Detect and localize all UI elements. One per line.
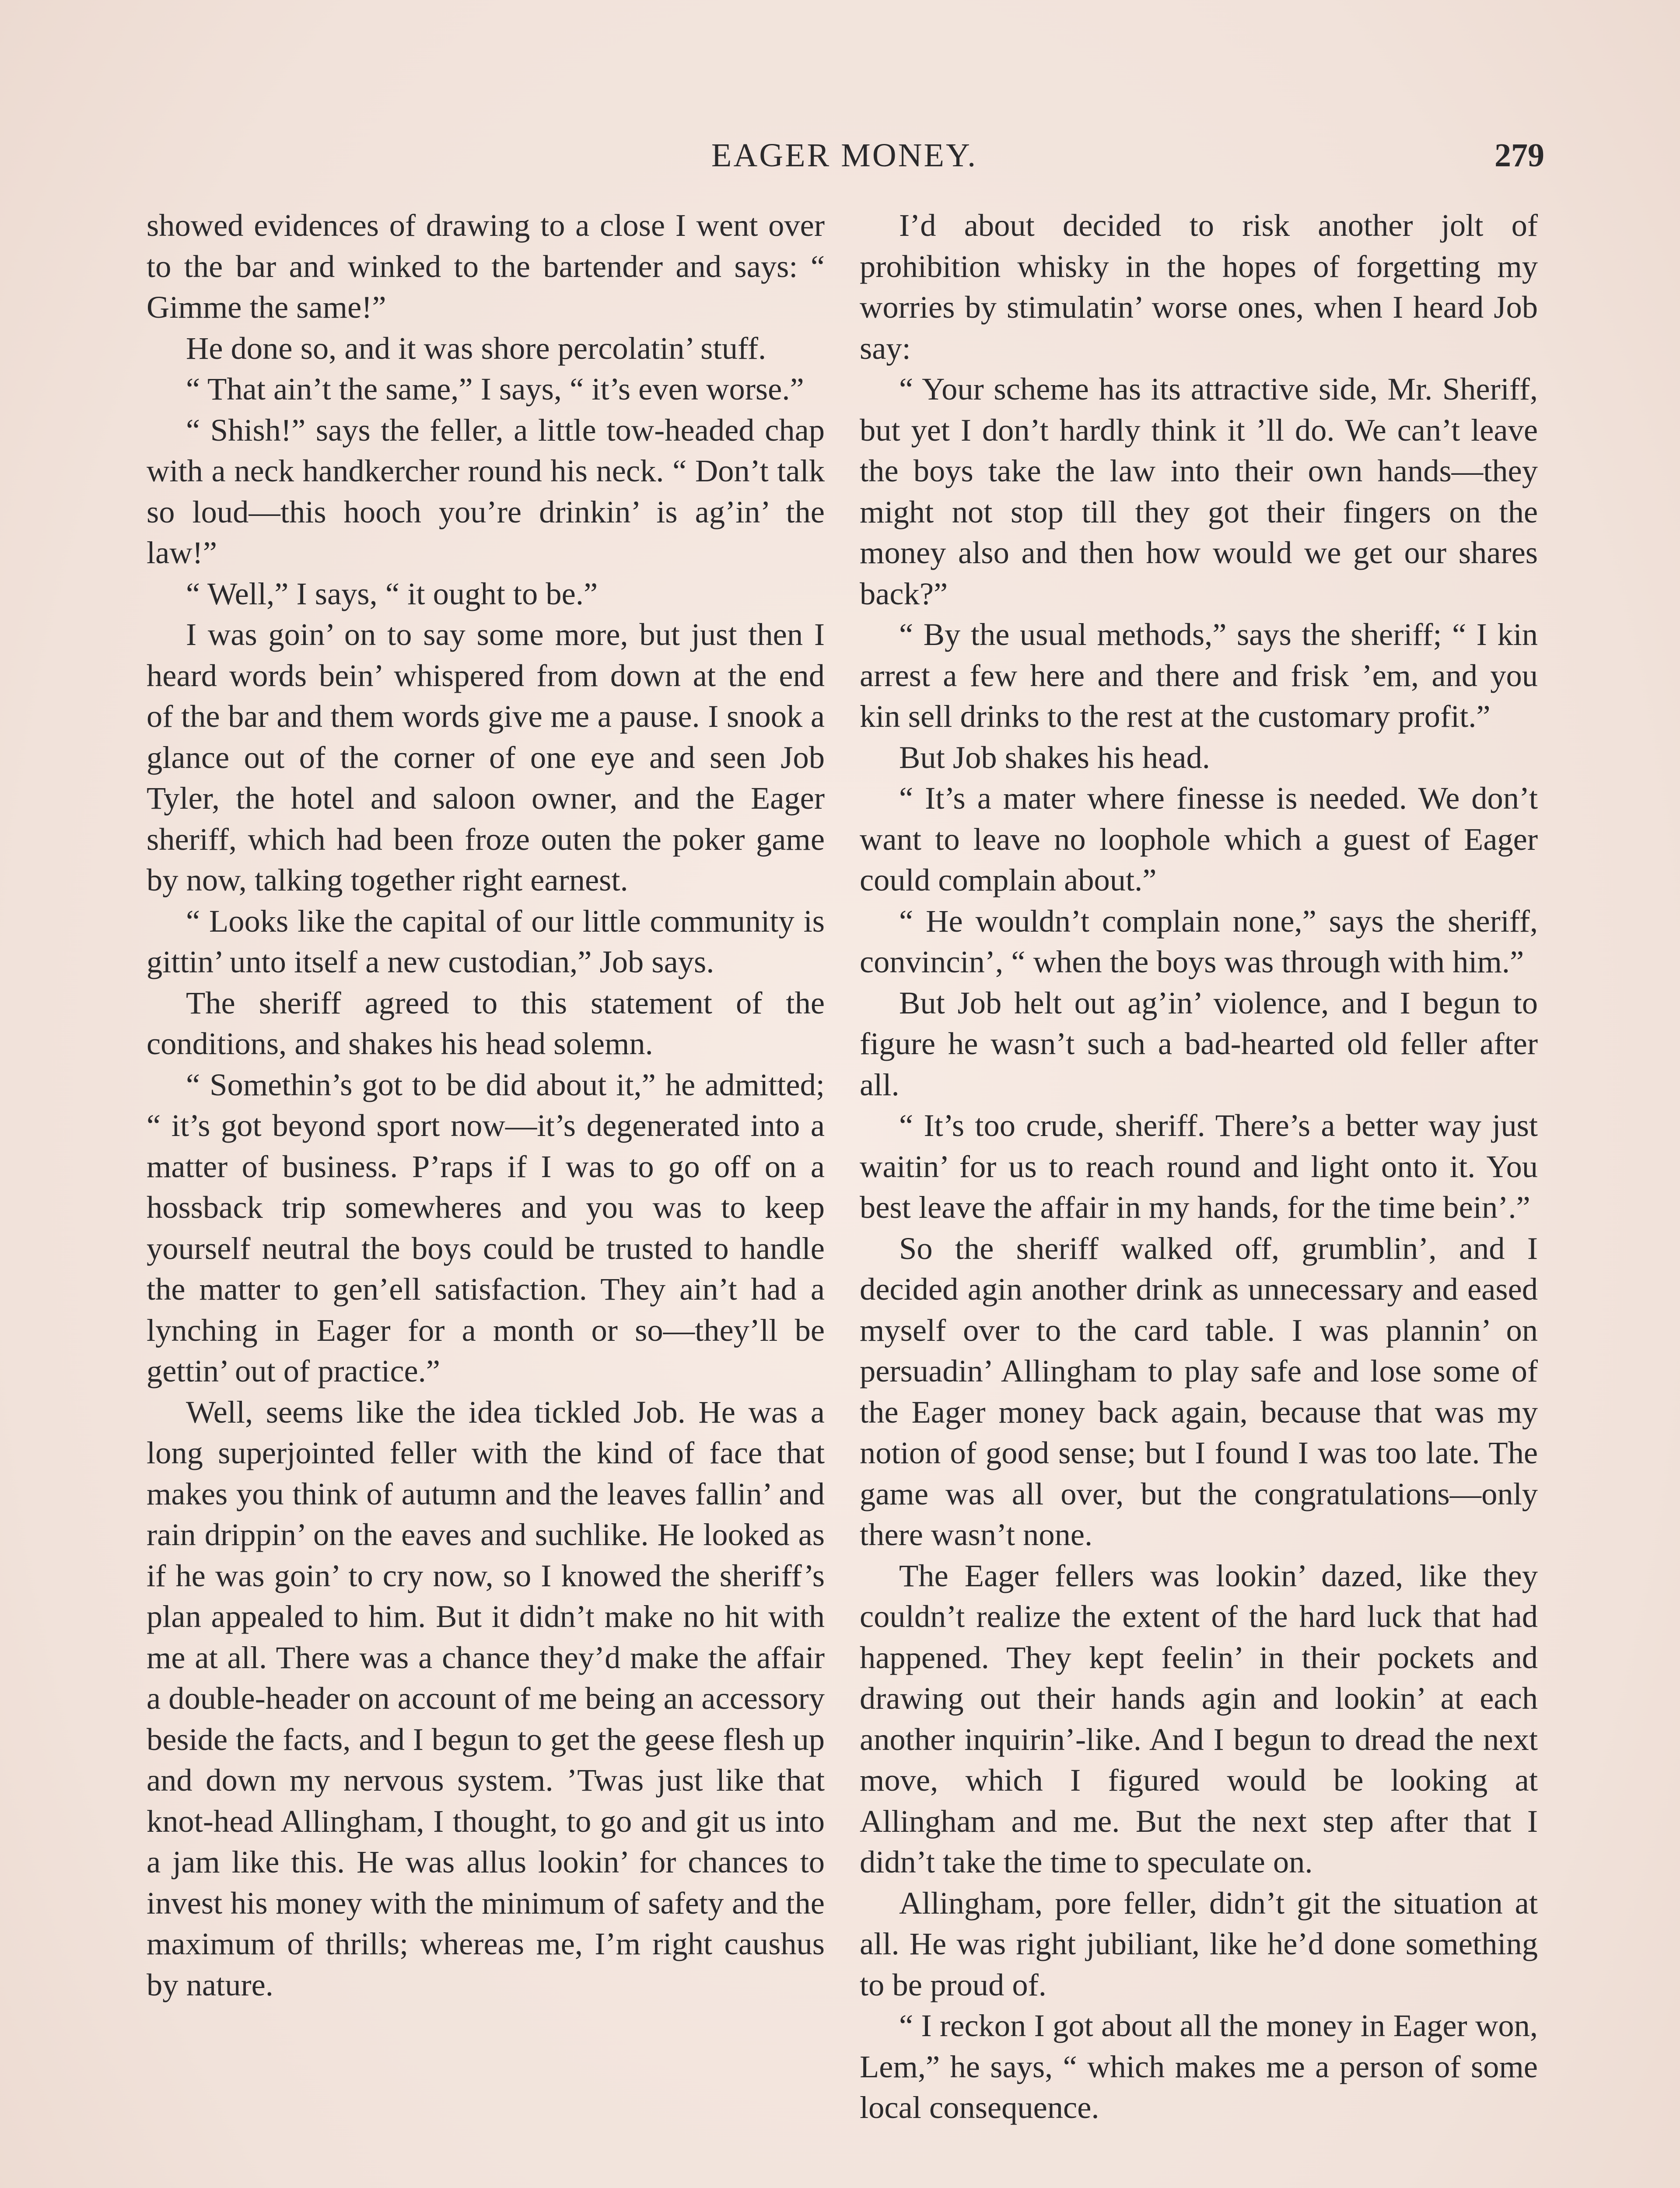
- paragraph: But Job shakes his head.: [899, 739, 1210, 775]
- paragraph: So the sheriff walked off, grumblin’, and I decided agin another drink as unnecessary and eased myself over to the card table. I was plannin’ on persuadin’ Allingham to play safe and lose some of the Eager money back again, because that was my notion of good sense; but I found I was too late. The game was all over, but the congratulations—only there wasn’t none.: [860, 1230, 1538, 1552]
- paragraph: “ That ain’t the same,” I says, “ it’s even worse.”: [186, 371, 804, 407]
- page-number: 279: [1494, 137, 1544, 174]
- paragraph: “ By the usual methods,” says the sheriff; “ I kin arrest a few here and there and frisk ’em, and you kin sell drinks to the rest at the customary profit.”: [860, 617, 1538, 734]
- running-title: EAGER MONEY.: [711, 137, 978, 174]
- paragraph: But Job helt out ag’in’ violence, and I begun to figure he wasn’t such a bad-hearted old feller after all.: [860, 985, 1538, 1102]
- paragraph: The sheriff agreed to this statement of the conditions, and shakes his head solemn.: [147, 985, 825, 1061]
- paragraph: Well, seems like the idea tickled Job. He was a long superjointed feller with the kind of face that makes you think of autumn and the leaves fallin’ and rain drippin’ on the eaves and suchlike. He looked as if he was goin’ to cry now, so I knowed the sheriff’s plan appealed to him. But it didn’t make no hit with me at all. There was a chance they’d make the affair a double-header on account of me being an accessory beside the facts, and I begun to get the geese flesh up and down my nervous system. ’Twas just like that knot-head Allingham, I thought, to go and git us into a jam like this. He was allus lookin’ for chances to invest his money with the minimum of safety and the maximum of thrills; whereas me, I’m right caushus by nature.: [147, 1394, 825, 2002]
- paragraph: “ It’s too crude, sheriff. There’s a better way just waitin’ for us to reach round and light onto it. You best leave the affair in my hands, for the time bein’.”: [860, 1108, 1538, 1225]
- paragraph: “ Shish!” says the feller, a little tow-headed chap with a neck handkercher round his neck. “ Don’t talk so loud—this hooch you’re drinkin’ is ag’in’ the law!”: [147, 412, 825, 570]
- paragraph: I’d about decided to risk another jolt of prohibition whisky in the hopes of forgetting my worries by stimulatin’ worse ones, when I heard Job say:: [860, 207, 1538, 366]
- paragraph: The Eager fellers was lookin’ dazed, like they couldn’t realize the extent of the hard luck that had happened. They kept feelin’ in their pockets and drawing out their hands agin and lookin’ at each another inquirin’-like. And I begun to dread the next move, which I figured would be looking at Allingham and me. But the next step after that I didn’t take the time to speculate on.: [860, 1557, 1538, 1879]
- paragraph: I was goin’ on to say some more, but just then I heard words bein’ whispered from down at the end of the bar and them words give me a pause. I snook a glance out of the corner of one eye and seen Job Tyler, the hotel and saloon owner, and the Eager sheriff, which had been froze outen the poker game by now, talking together right earnest.: [147, 617, 825, 898]
- paragraph: “ Well,” I says, “ it ought to be.”: [186, 575, 598, 611]
- left-column: [147, 205, 825, 2188]
- paragraph: He done so, and it was shore percolatin’ stuff.: [186, 330, 766, 366]
- paragraph: showed evidences of drawing to a close I went over to the bar and winked to the bartender and says: “ Gimme the same!”: [147, 207, 825, 325]
- right-column: [860, 205, 1538, 2188]
- paragraph: “ Your scheme has its attractive side, Mr. Sheriff, but yet I don’t hardly think it ’ll do. We can’t leave the boys take the law into their own hands—they might not stop till they got their fingers on the money also and then how would we get our shares back?”: [860, 371, 1538, 611]
- paragraph: “ He wouldn’t complain none,” says the sheriff, convincin’, “ when the boys was through with him.”: [860, 903, 1538, 979]
- paragraph: “ I reckon I got about all the money in Eager won, Lem,” he says, “ which makes me a person of some local consequence.: [860, 2008, 1538, 2125]
- page-header: [144, 131, 1544, 179]
- paragraph: Allingham, pore feller, didn’t git the situation at all. He was right jubiliant, like he’d done something to be proud of.: [860, 1885, 1538, 2002]
- paragraph: “ It’s a mater where finesse is needed. We don’t want to leave no loophole which a guest of Eager could complain about.”: [860, 780, 1538, 898]
- paragraph: “ Looks like the capital of our little community is gittin’ unto itself a new custodian,” Job says.: [147, 903, 825, 979]
- paragraph: “ Somethin’s got to be did about it,” he admitted; “ it’s got beyond sport now—it’s degenerated into a matter of business. P’raps if I was to go off on a hossback trip somewheres and you was to keep yourself neutral the boys could be trusted to handle the matter to gen’ell satisfaction. They ain’t had a lynching in Eager for a month or so—they’ll be gettin’ out of practice.”: [147, 1066, 825, 1389]
